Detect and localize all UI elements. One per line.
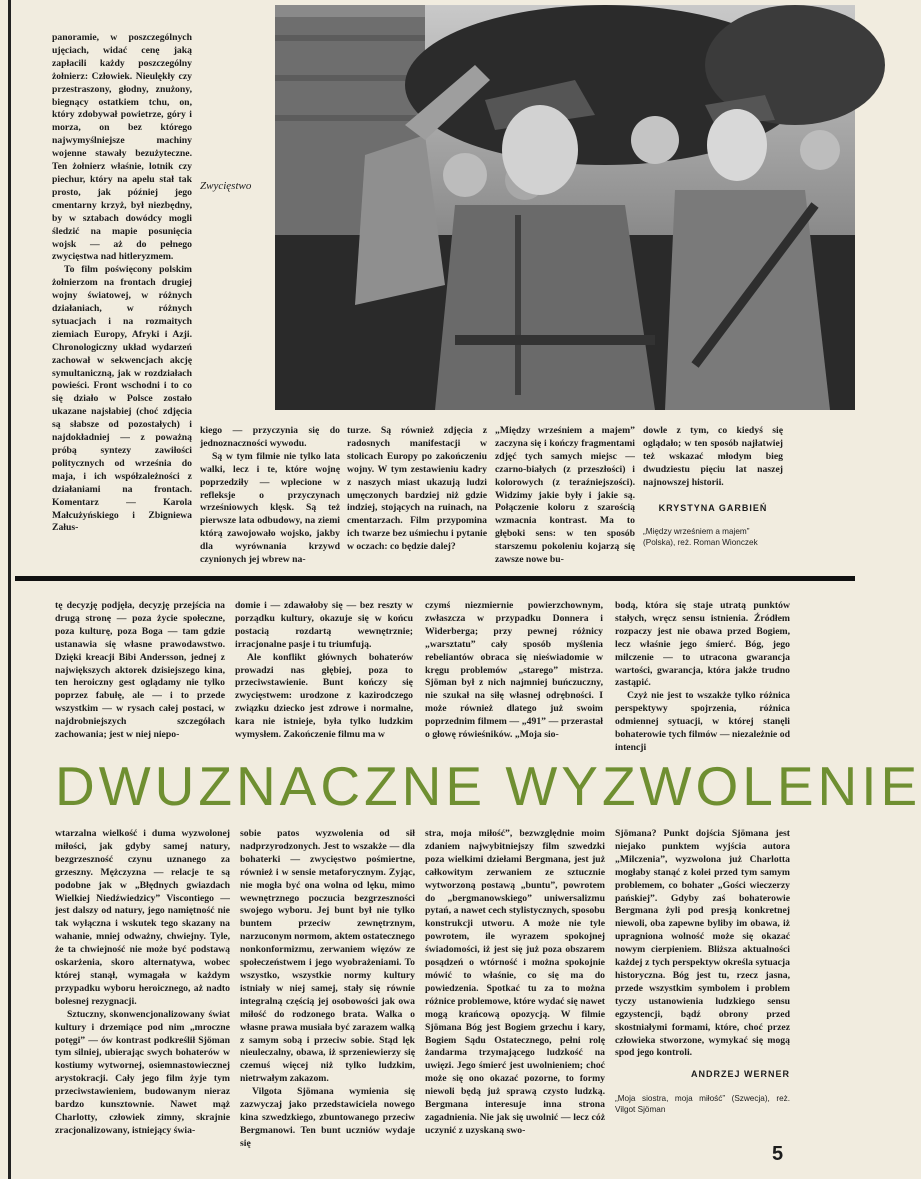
author-signature: ANDRZEJ WERNER: [690, 1069, 790, 1080]
paragraph: stra, moja miłość”, bezwzględnie moim zdaniem najwybitniejszy film szwedzki poza wielkimi dziełami Bergmana, jest już całkowitym zerwaniem ze sztucznie wytworzoną postawą „buntu”, powrotem do „bergmanowskiego” uniwersalizmu pytań, a nawet cech stylistycznych, sposobu konstrukcji utworu. A może nie tyle powrotem, ile wyrazem spokojnej świadomości, iż jest się już poza obszarem posądzeń o wtórność i można spokojnie mówić to właśnie, co się ma do powiedzenia. Spotkać tu za to można różnice problemowe, które wydać się nawet mogą krańcową opozycją. W filmie Sjömana Bóg jest Bogiem grzechu i kary, Bogiem Sądu Ostatecznego, pełni rolę żandarma trzymającego ludzkość na uwięzi. Jego śmierć jest uwolnieniem; choć może się ono okazać pozorne, to formy niewoli będą już sprawą czysto ludzką. Bergmana interesuje inna strona zagadnienia. Nie jak się uwolnić — lecz cóż uczynić z uzyskaną swo-: [425, 828, 605, 1136]
review2-body-col4: [615, 828, 790, 1138]
section-divider: [15, 576, 855, 581]
paragraph: turze. Są również zdjęcia z radosnych manifestacji w stolicach Europy po zakończeniu wojny. W tym zestawieniu kadry z naszych miast ukazują ludzi umęczonych bardziej niż gdzie indziej, stojących na ruinach, na cmentarzach. Film przypomina ich twarze bez uśmiechu i pytanie w oczach: co będzie dalej?: [347, 425, 487, 553]
paragraph: bodą, która się staje utratą punktów stałych, wręcz sensu istnienia. Źródłem rozpaczy jest nie obawa przed Bogiem, lecz właśnie jego śmierć. Bóg, jego milczenie — to utracona gwarancja wartości, gwarancja, która jakże trudno zastąpić.: [615, 600, 790, 689]
paragraph: tę decyzję podjęła, decyzję przejścia na drugą stronę — poza życie społeczne, poza kulturę, poza Boga — tam gdzie ustanawia się własne prawodawstwo. Dzięki kreacji Bibi Andersson, jednej z największych aktorek dzisiejszego kina, ten heroiczny gest oglądamy nie tylko poprzez fabułę, ale — i to przede wszystkim — w rysach całej postaci, w najdrobniejszych szczegółach zachowania; jest w niej niepo-: [55, 600, 225, 741]
photo-victory-soldiers: [275, 5, 855, 410]
review1-col1: [52, 32, 192, 577]
film-credit: „Moja siostra, moja miłość” (Szwecja), reż. Vilgot Sjöman: [615, 1094, 790, 1115]
article-headline: DWUZNACZNE WYZWOLENIE: [55, 755, 921, 817]
review2-intro-col4: [615, 600, 790, 753]
review2-body-col3: [425, 828, 605, 1138]
photo-illustration: [275, 5, 855, 410]
photo-caption: Zwycięstwo: [200, 180, 252, 192]
paragraph: Są w tym filmie nie tylko lata walki, lecz i te, które wojnę poprzedziły — wplecione w refleksje o przyczynach wrześniowych klęsk. Są też pierwsze lata odbudowy, na ziemi którą zawojowało wojsko, jakby dla wyrównania krzywd czynionych jej wbrew na-: [200, 450, 340, 566]
paragraph: Czyż nie jest to wszakże tylko różnica perspektywy spojrzenia, różnica odmiennej sytuacji, w której stanęli bohaterowie tych filmów — niezależnie od intencji: [615, 690, 790, 753]
paragraph: wtarzalna wielkość i duma wyzwolonej miłości, jak gdyby samej natury, bezgrzeszność czynu uznanego za grzeszny. Mężczyzna — relacje te są podobne jak w „Błędnych gwiazdach Wielkiej Niedźwiedzicy” Viscontiego — jest dalszy od natury, jego namiętność nie tak wyłączna i wskutek tego skazany na wahanie, mniej odważny, chwiejny. Tyle, że ta chwiejność nie może być podstawą oskarżenia, skoro alternatywa, wobec której stanął, wymagała w każdym przypadku wyboru heroicznego, aż nadto bolesnej rezygnacji.: [55, 828, 230, 1007]
review1-col3: [347, 425, 487, 575]
paragraph: To film poświęcony polskim żołnierzom na frontach drugiej wojny światowej, w różnych działaniach, w różnych sytuacjach i na rozmaitych ziemiach Europy, Afryki i Azji. Chronologiczny układ wydarzeń zachował w sekwencjach akcję symultaniczną, jak w rozdziałach powieści. Front wschodni i to co się działo w Polsce zostało ukazane najsłabiej (choć zdjęcia są słabsze od pozostałych) i najdokładniej — z poważną próbą syntezy zawiłości politycznych od września do maja, i ich współzależności z działaniami na frontach. Komentarz — Karola Małcużyńskiego i Zbigniewa Załus-: [52, 264, 192, 534]
paragraph: Vilgota Sjömana wymienia się zazwyczaj jako przedstawiciela nowego kina szwedzkiego, zbuntowanego przeciw Bergmanowi. Ten bunt uczniów wydaje się: [240, 1086, 415, 1149]
review2-intro-col2: [235, 600, 413, 742]
review2-intro-col1: [55, 600, 225, 742]
paragraph: kiego — przyczynia się do jednoznaczności wywodu.: [200, 425, 340, 449]
paragraph: czymś niezmiernie powierzchownym, zwłaszcza w przypadku Donnera i Widerberga; przy pewnej różnicy „warsztatu” cały sposób myślenia rebeliantów obraca się nieświadomie w kręgu problemów „starego” mistrza. Sjöman był z nich najmniej buńczuczny, nie szukał na siłę własnej odrębności. I może również dlatego już swoim poprzednim filmem — „491” — przerastał o głowę rówieśników. „Moja sio-: [425, 600, 603, 741]
film-credit: „Między wrześniem a majem” (Polska), reż. Roman Wionczek: [643, 527, 758, 548]
paragraph: sobie patos wyzwolenia od sił nadprzyrodzonych. Jest to wszakże — dla bohaterki — zwycięstwo pośmiertne, również i w sensie metaforycznym. Zyjąc, nie mogła być ona wolna od lęku, mimo wewnętrznego poczucia bezgrzeszności swojego wyboru. Jej bunt był nie tylko buntem przeciw zewnętrznym, narzuconym normom, aktem ostatecznego nonkonformizmu, zerwaniem więzów ze społeczeństwem i jego wyobrażeniami. To wszystko, wszystkie normy kultury istniały w niej samej, stały się równie integralną częścią jej osobowości jak owa miłość do rodzonego brata. Walka o własne prawa musiała być zarazem walką z samym sobą i przeciw sobie. Stąd lęk nieuleczalny, obawa, iż sprzeniewierzy się czemuś więcej niż tylko ludzkim, nietrwałym zakazom.: [240, 828, 415, 1085]
review2-body-col2: [240, 828, 415, 1149]
review1-col5: [643, 425, 783, 575]
page-number: 5: [772, 1143, 784, 1165]
paragraph: domie i — zdawałoby się — bez reszty w porządku kultury, okazuje się w końcu postacią rozdartą wewnętrznie; irracjonalne pasje i tu triumfują.: [235, 600, 413, 650]
review1-col2: [200, 425, 340, 575]
paragraph: panoramie, w poszczególnych ujęciach, widać cenę jaką zapłacili każdy poszczególny żołnierz: Człowiek. Nieulękły czy przestraszony, głodny, znużony, biegnący ostatkiem tchu, on, który zdobywał powietrze, góry i morza, on bez którego najwymyślniejsze machiny wojenne stawały bezużyteczne. Ten żołnierz właśnie, lotnik czy piechur, który na apelu stał tak prosto, jak później jego cmentarny krzyż, był niezbędny, by w sztabach dowódcy mogli śledzić na mapie posunięcia wojsk — aż do pełnego zwycięstwa nad hitleryzmem.: [52, 32, 192, 263]
page-edge-rule: [8, 0, 11, 1179]
paragraph: „Między wrześniem a majem” zaczyna się i kończy fragmentami zdjęć tych samych miejsc — czarno-białych (z przeszłości) i kolorowych (z teraźniejszości). Widzimy jakie były i jakie są. Połączenie koloru z szarością wzmacnia kontrast. Ma to głęboki sens: w ten sposób starszemu pokoleniu kojarzą się zawsze nowe bu-: [495, 425, 635, 566]
review2-body-col1: [55, 828, 230, 1138]
paragraph: Sztuczny, skonwencjonalizowany świat kultury i drzemiące pod nim „mroczne potęgi” — ów kontrast podkreślił Sjöman tym silniej, ubierając swych bohaterów w kostiumy wytwornej, osiemnastowiecznej arystokracji. Cały jego film żyje tym przeciwstawieniem, budowanym nieraz bardzo kunsztownie. Nawet mąż Charlotty, człowiek zimny, skrajnie zracjonalizowany, istniejący świa-: [55, 1008, 230, 1136]
paragraph: Ale konflikt głównych bohaterów prowadzi nas głębiej, poza to przeciwstawienie. Bunt kończy się zwycięstwem: urodzone z kazirodczego związku dziecko jest zdrowe i normalne, kara nie istnieje, była tylko ludzkim wymysłem. Zakończenie filmu ma w: [235, 651, 413, 741]
review2-intro-col3: [425, 600, 603, 742]
paragraph: dowle z tym, co kiedyś się oglądało; w ten sposób najłatwiej też wskazać młodym bieg dwudziestu pięciu lat naszej najnowszej historii.: [643, 425, 783, 488]
paragraph: Sjömana? Punkt dojścia Sjömana jest niejako punktem wyjścia autora „Milczenia”, wyzwolona już Charlotta mogłaby stanąć z kolei przed tym samym problemem, co bohater „Gości wieczerzy pańskiej”. Gdyby zaś bohaterowie Bergmana żyli pod presją konkretnej niewoli, oba zapewne byliby im obawa, iż upragniona wolność może się okazać nowym cierpieniem. Bliższa aktualności każdej z tych perspektyw określa sytuacja historyczna. Bóg jest tu, rzecz jasna, przede wszystkim symbolem i problem tyczy ustanowienia ludzkiego sensu egzystencji, bądź obrony przed skostniałymi formami, które, choć przez człowieka stworzone, wymykać się mogą spod jego kontroli.: [615, 828, 790, 1059]
author-signature: KRYSTYNA GARBIEŃ: [658, 502, 768, 513]
review1-col4: [495, 425, 635, 575]
